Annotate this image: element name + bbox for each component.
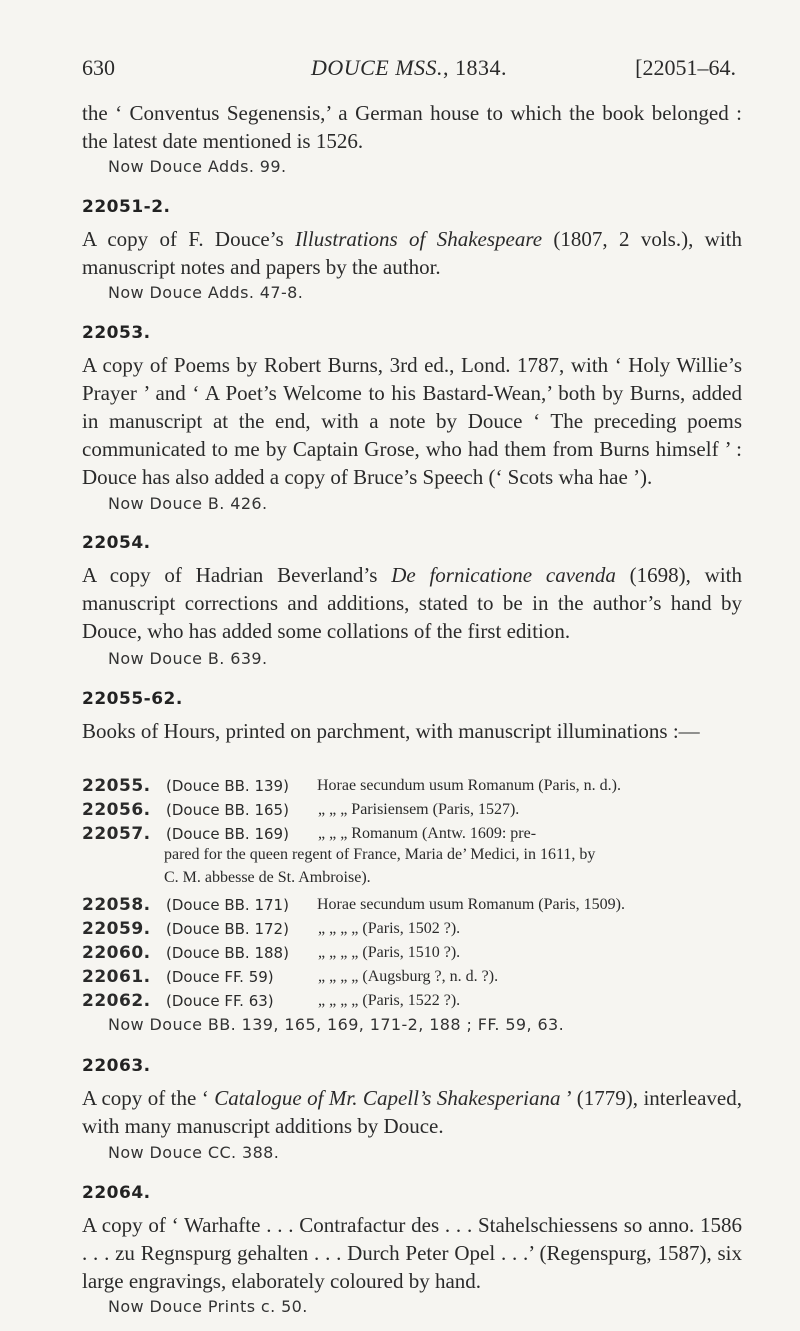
entry-id: 22054. (82, 533, 151, 553)
entry-text (82, 225, 742, 281)
entry-title: Illustrations of Shakespeare (295, 227, 543, 251)
entry-text: A copy of Poems by Robert Burns, 3rd ed., Lond. 1787, with ‘ Holy Willie’s Prayer ’ and ‘ A Poet’s Welcome to his Bastard-Wean,’ both by Burns, added in manuscript at the end, with a note by Douce ‘ The preceding poems communicated to me by Captain Grose, who had them from Burns himself ’ : Douce has also added a copy of Bruce’s Speech (‘ Scots wha hae ’). (82, 353, 742, 489)
book-description: „ „ „ „ (Paris, 1502 ?). (318, 920, 461, 937)
book-number: 22056. (82, 800, 151, 820)
intro-paragraph: the ‘ Conventus Segenensis,’ a German house to which the book belonged : the latest date mentioned is 1526. (82, 101, 742, 153)
book-description-continued: pared for the queen regent of France, Maria de’ Medici, in 1611, by (164, 846, 596, 863)
entry-text-part: A copy of the ‘ (82, 1086, 215, 1110)
entry-id: 22053. (82, 323, 151, 343)
entry-id: 22064. (82, 1183, 151, 1203)
intro-location: Now Douce Adds. 99. (108, 157, 287, 176)
entry-location: Now Douce B. 639. (108, 649, 268, 668)
entry-location: Now Douce Adds. 47-8. (108, 283, 304, 302)
entry-id: 22051-2. (82, 197, 171, 217)
book-description: „ „ „ „ (Paris, 1510 ?). (318, 944, 461, 961)
running-title-main: DOUCE MSS. (310, 55, 444, 80)
entry-text (82, 1084, 742, 1140)
entry-text-part: A copy of Hadrian Beverland’s (82, 563, 392, 587)
book-number: 22061. (82, 967, 151, 987)
book-description: „ „ „ „ (Paris, 1522 ?). (318, 992, 461, 1009)
book-shelfmark: (Douce BB. 139) (166, 777, 289, 795)
book-shelfmark: (Douce FF. 59) (166, 968, 274, 986)
entry-title: Catalogue of Mr. Capell’s Shakesperiana (214, 1086, 561, 1110)
entry-text: Books of Hours, printed on parchment, with manuscript illuminations :— (82, 719, 700, 743)
book-description: Horae secundum usum Romanum (Paris, 1509). (317, 896, 625, 913)
entry-text-part: A copy of F. Douce’s (82, 227, 296, 251)
book-description-continued: C. M. abbesse de St. Ambroise). (164, 869, 371, 886)
entry-id: 22055-62. (82, 689, 183, 709)
page-number: 630 (82, 55, 115, 80)
entry-location: Now Douce CC. 388. (108, 1143, 280, 1162)
entry-range: [22051–64. (635, 55, 736, 80)
book-description: „ „ „ Romanum (Antw. 1609: pre- (318, 825, 537, 842)
running-title-year: , 1834. (443, 55, 508, 80)
book-number: 22060. (82, 943, 151, 963)
book-shelfmark: (Douce BB. 188) (166, 944, 289, 962)
book-number: 22055. (82, 776, 151, 796)
entry-text-part: (1807, 2 vols.), with manuscript notes and papers by the author. (82, 227, 742, 279)
book-number: 22062. (82, 991, 151, 1011)
book-shelfmark: (Douce BB. 171) (166, 896, 289, 914)
entry-text-part: ’ (1779), interleaved, with many manuscript additions by Douce. (82, 1086, 742, 1138)
book-number: 22058. (82, 895, 151, 915)
book-description: Horae secundum usum Romanum (Paris, n. d.). (317, 777, 621, 794)
book-shelfmark: (Douce FF. 63) (166, 992, 274, 1010)
book-description: „ „ „ „ (Augsburg ?, n. d. ?). (318, 968, 499, 985)
book-shelfmark: (Douce BB. 169) (166, 825, 289, 843)
book-shelfmark: (Douce BB. 165) (166, 801, 289, 819)
book-number: 22057. (82, 824, 151, 844)
book-description: „ „ „ Parisiensem (Paris, 1527). (318, 801, 520, 818)
page-header (82, 55, 736, 87)
entry-title: De fornicatione cavenda (391, 563, 616, 587)
entry-id: 22063. (82, 1056, 151, 1076)
books-location: Now Douce BB. 139, 165, 169, 171-2, 188 ; FF. 59, 63. (108, 1015, 565, 1034)
book-number: 22059. (82, 919, 151, 939)
book-shelfmark: (Douce BB. 172) (166, 920, 289, 938)
entry-text: A copy of ‘ Warhafte . . . Contrafactur des . . . Stahelschiessens so anno. 1586 . . . zu Regnspurg gehalten . . . Durch Peter Opel . . .’ (Regenspurg, 1587), six large engravings, elaborately coloured by hand. (82, 1213, 742, 1293)
entry-location: Now Douce Prints c. 50. (108, 1297, 308, 1316)
entry-text-part: (1698), with manuscript corrections and additions, stated to be in the author’s hand by Douce, who has added some collations of the first edition. (82, 563, 742, 643)
entry-location: Now Douce B. 426. (108, 494, 268, 513)
entry-text (82, 561, 742, 645)
